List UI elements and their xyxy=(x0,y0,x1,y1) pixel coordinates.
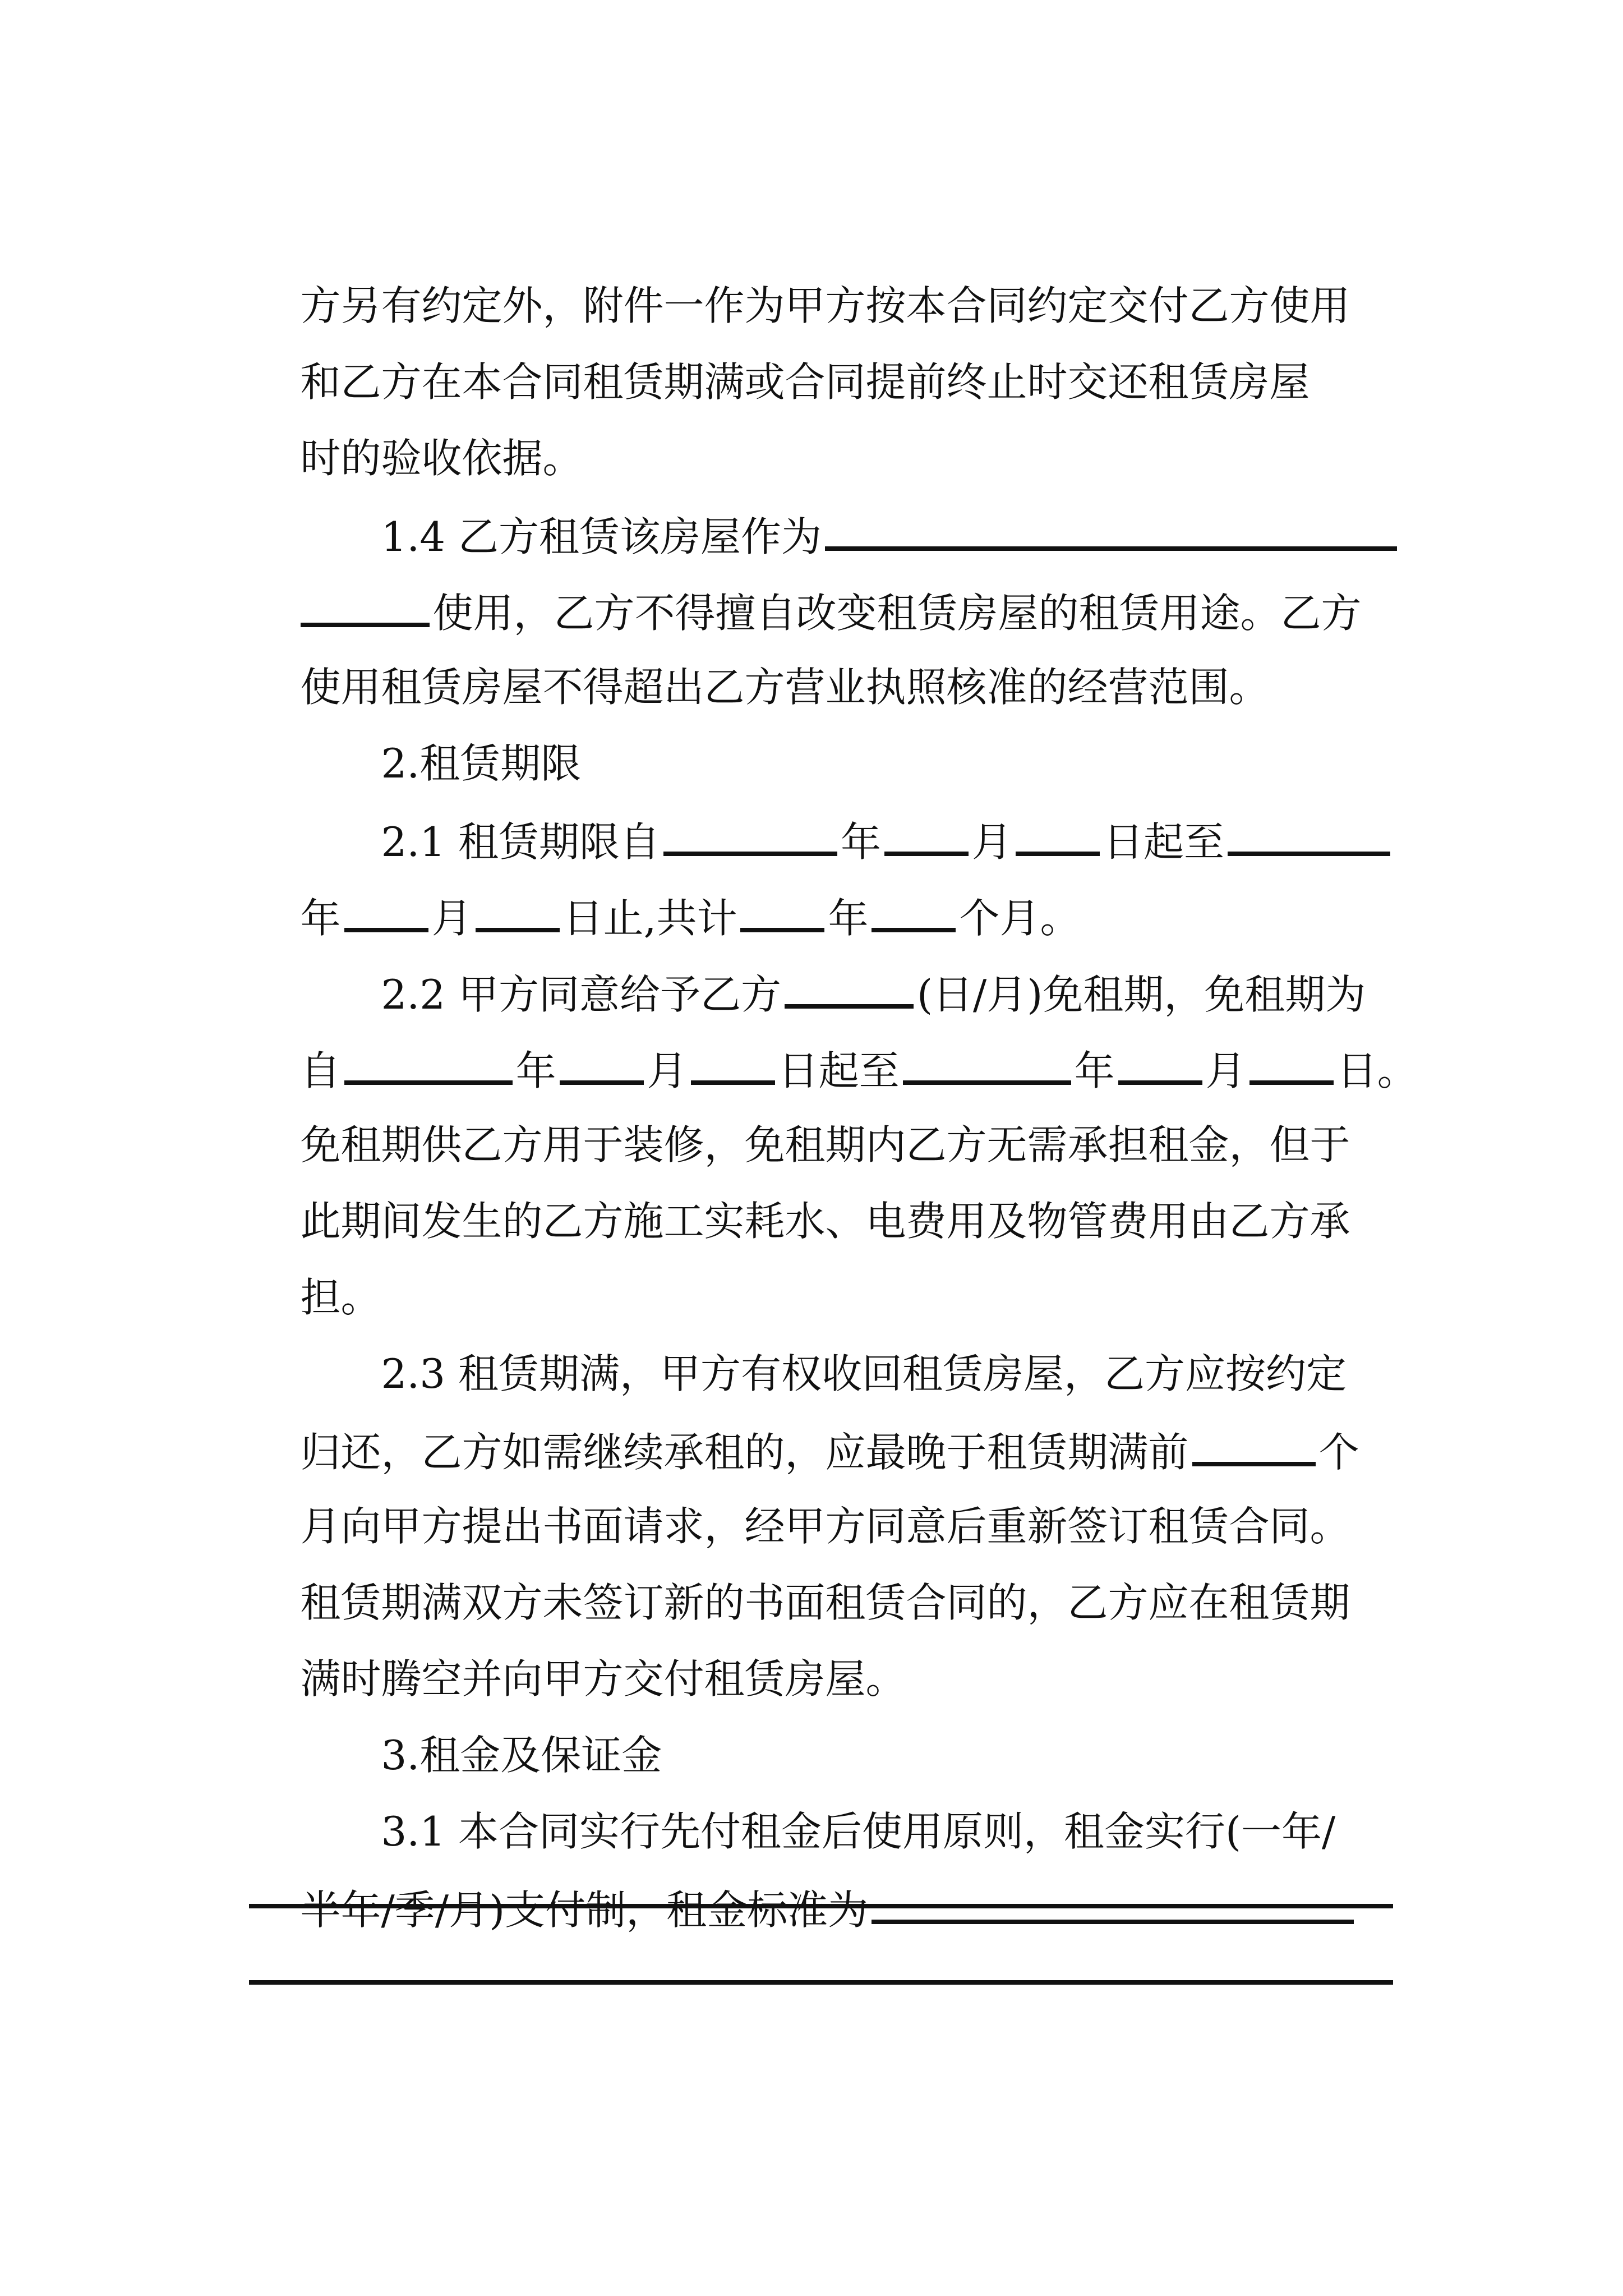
fill-in-line[interactable] xyxy=(249,1980,1393,1985)
text-line: 2.3 租赁期满，甲方有权收回租赁房屋，乙方应按约定 xyxy=(381,1350,1347,1397)
text-line: 此期间发生的乙方施工实耗水、电费用及物管费用由乙方承 xyxy=(300,1198,1350,1245)
text-line: 年 月 日止,共计 年 个月。 xyxy=(249,823,1393,885)
text-line: 3.1 本合同实行先付租金后使用原则，租金实行(一年/ xyxy=(381,1808,1336,1855)
text-line: 半年/季/月)支付制，租金标准为 xyxy=(249,1815,1393,1877)
fill-in-blank[interactable] xyxy=(872,1877,1354,1924)
text-line: 免租期供乙方用于装修，免租期内乙方无需承担租金，但于 xyxy=(300,1121,1350,1168)
text-line: 和乙方在本合同租赁期满或合同提前终止时交还租赁房屋 xyxy=(300,358,1310,406)
text-line: 归还，乙方如需继续承租的，应最晚于租赁期满前 个 xyxy=(249,1358,1393,1419)
text-line: 方另有约定外，附件一作为甲方按本合同约定交付乙方使用 xyxy=(300,282,1350,329)
text-line: 使用，乙方不得擅自改变租赁房屋的租赁用途。乙方 xyxy=(249,518,1393,580)
fill-in-line[interactable] xyxy=(249,1904,1393,1908)
text-line: 2.2 甲方同意给予乙方 (日/月)免租期，免租期为 xyxy=(249,900,1393,961)
section-heading: 3.租金及保证金 xyxy=(381,1732,662,1779)
section-heading: 2.租赁期限 xyxy=(381,740,582,787)
text-line: 时的验收依据。 xyxy=(300,435,583,482)
text-line: 满时腾空并向甲方交付租赁房屋。 xyxy=(300,1655,906,1703)
text-line: 租赁期满双方未签订新的书面租赁合同的，乙方应在租赁期 xyxy=(300,1579,1350,1626)
text-line: 2.1 租赁期限自 年 月 日起至 xyxy=(249,747,1393,809)
text-line: 自 年 月 日起至 年 月 日。 xyxy=(249,976,1393,1038)
text-line: 1.4 乙方租赁该房屋作为 xyxy=(249,442,1393,504)
text-line: 使用租赁房屋不得超出乙方营业执照核准的经营范围。 xyxy=(300,664,1270,711)
text-line: 担。 xyxy=(300,1274,381,1321)
text-line: 月向甲方提出书面请求，经甲方同意后重新签订租赁合同。 xyxy=(300,1503,1350,1550)
